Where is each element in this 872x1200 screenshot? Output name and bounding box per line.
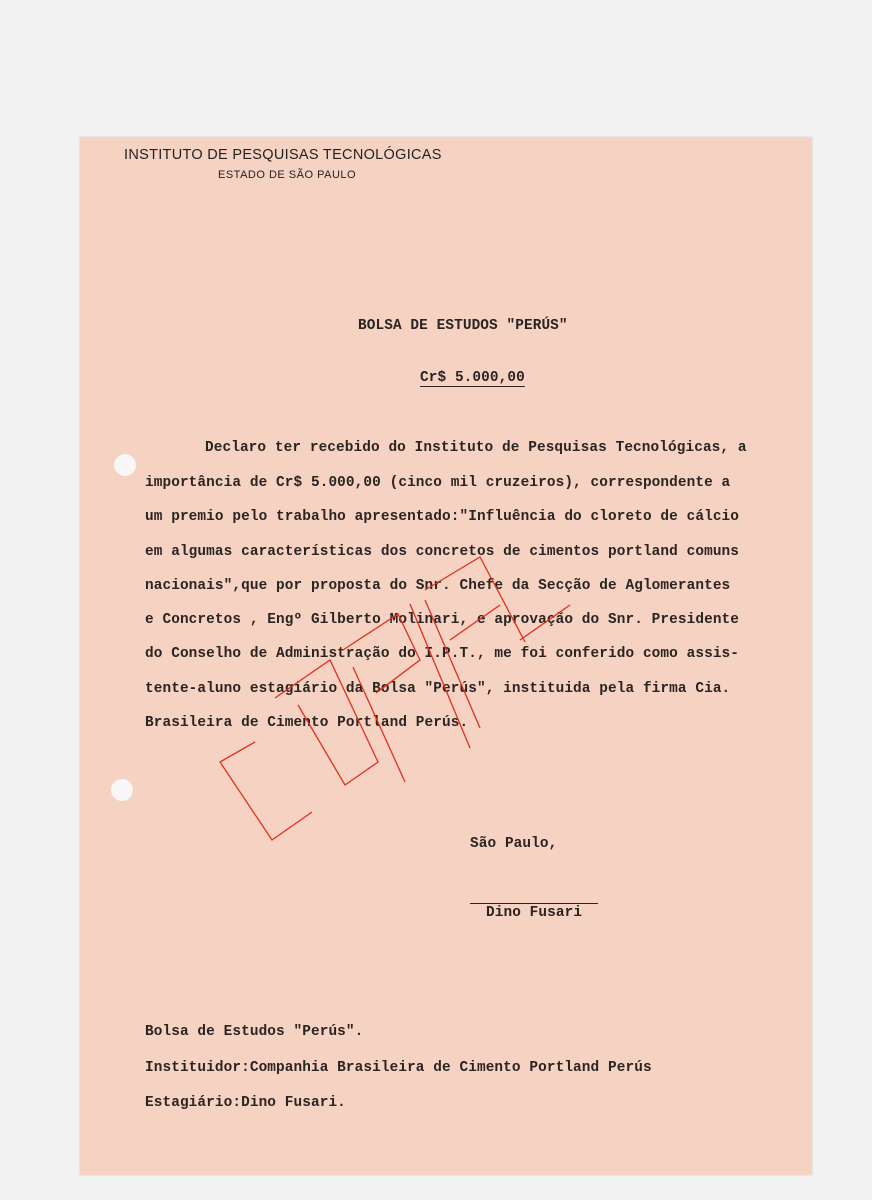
signatory-name: Dino Fusari: [486, 905, 583, 921]
footer-line: Estagiário:Dino Fusari.: [145, 1095, 346, 1111]
document-title: BOLSA DE ESTUDOS "PERÚS": [358, 318, 568, 334]
body-line: Declaro ter recebido do Instituto de Pesquisas Tecnológicas, a: [205, 440, 747, 456]
body-line: tente-aluno estagiário da Bolsa "Perús", instituida pela firma Cia.: [145, 681, 731, 697]
stamp-stroke: [343, 614, 420, 693]
body-line: Brasileira de Cimento Portland Perús.: [145, 715, 469, 731]
body-line: nacionais",que por proposta do Snr. Chefe da Secção de Aglomerantes: [145, 578, 731, 594]
body-line: importância de Cr$ 5.000,00 (cinco mil cruzeiros), correspondente a: [145, 475, 731, 491]
body-line: um premio pelo trabalho apresentado:"Influência do cloreto de cálcio: [145, 509, 740, 525]
footer-line: Bolsa de Estudos "Perús".: [145, 1024, 364, 1040]
letterhead-state: ESTADO DE SÃO PAULO: [218, 169, 357, 181]
body-line: e Concretos , Engº Gilberto Molinari, e aprovação do Snr. Presidente: [145, 612, 740, 628]
amount-heading: Cr$ 5.000,00: [420, 370, 525, 386]
stamp-stroke: [425, 600, 480, 728]
stamp-stroke: [450, 605, 500, 640]
footer-line: Instituidor:Companhia Brasileira de Cimento Portland Perús: [145, 1060, 652, 1076]
letterhead-institution: INSTITUTO DE PESQUISAS TECNOLÓGICAS: [124, 147, 442, 163]
body-line: em algumas características dos concretos de cimentos portland comuns: [145, 544, 740, 560]
stamp-stroke: [410, 604, 470, 748]
place: São Paulo,: [470, 836, 558, 852]
stamp-stroke: [220, 742, 312, 840]
stamp-stroke: [520, 605, 570, 640]
stamp-stroke: [425, 557, 525, 642]
stamp-stroke: [275, 660, 378, 785]
body-line: do Conselho de Administração do I.P.T., me foi conferido como assis-: [145, 646, 740, 662]
